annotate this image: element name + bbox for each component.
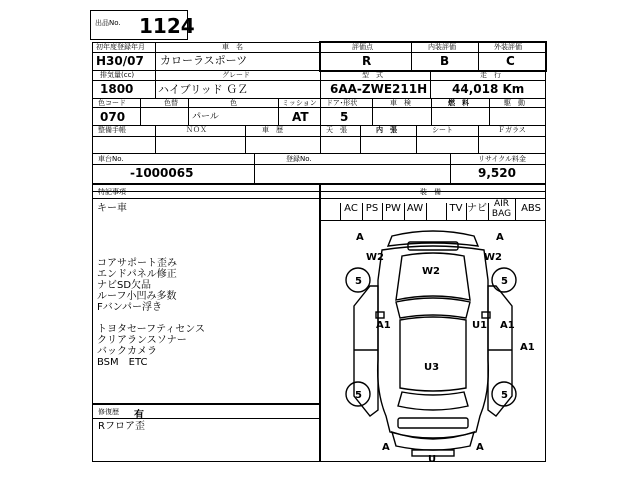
- car-name-label: 車 名: [222, 43, 243, 51]
- damage-mark-w2: W2: [366, 252, 384, 263]
- damage-mark-5: 5: [501, 276, 508, 287]
- equipment-item-ac: AC: [340, 203, 363, 220]
- score: R: [362, 54, 372, 68]
- repair-value: 有: [134, 410, 144, 421]
- interior-lining-label: 内 張: [376, 126, 397, 134]
- notes-header: 特記事項: [98, 188, 126, 196]
- windshield-outline: [396, 298, 470, 318]
- lot-number: 1124: [139, 14, 195, 38]
- interior-score-label: 内装評価: [428, 43, 456, 51]
- damage-mark-5: 5: [501, 390, 508, 401]
- damage-mark-a: A: [356, 232, 364, 243]
- roof-lining-label: 天 張: [326, 126, 347, 134]
- front-glass-label: Ｆガラス: [498, 126, 526, 134]
- model-label: 型 式: [362, 71, 383, 79]
- damage-mark-a: A: [476, 442, 484, 453]
- repair-label: 修復歴: [98, 408, 119, 416]
- damage-mark-w2: W2: [422, 266, 440, 277]
- fuel-label: 燃 料: [448, 99, 469, 107]
- equipment-row: [320, 198, 546, 220]
- note-line: バックカメラ: [97, 346, 157, 357]
- chassis-label: 車台No.: [98, 155, 124, 163]
- lot-number-box: [90, 10, 195, 40]
- year-label: 初年度登録年月: [96, 43, 145, 51]
- interior-score: B: [440, 54, 450, 68]
- equipment-item-aw: AW: [404, 203, 427, 220]
- grade: ハイブリッド ＧＺ: [158, 83, 249, 96]
- equipment-item-abs: ABS: [521, 203, 541, 214]
- note-line: エンドパネル修正: [97, 269, 177, 280]
- nox-label: ＮＯＸ: [186, 126, 207, 134]
- airbag-label-part: AIR: [493, 199, 510, 209]
- equipment-header: 装 備: [420, 188, 441, 196]
- note-line: キー車: [97, 203, 127, 214]
- rear-window-outline: [398, 392, 468, 410]
- mileage-label: 走 行: [480, 71, 501, 79]
- drive-label: 駆 動: [504, 99, 525, 107]
- damage-mark-u3: U3: [424, 362, 440, 373]
- note-line: BSM ETC: [97, 357, 148, 368]
- damage-mark-a1: A1: [376, 320, 391, 331]
- doors-label: ドア･形状: [326, 99, 358, 107]
- score-label: 評価点: [352, 43, 373, 51]
- roof-outline: [400, 317, 466, 391]
- inspection-label: 車 検: [390, 99, 411, 107]
- equipment-item-ps: PS: [362, 203, 383, 220]
- registration-label: 登録No.: [286, 155, 312, 163]
- front-bumper-outline: [388, 231, 478, 246]
- displacement: 1800: [100, 82, 134, 96]
- note-line: ナビSD欠品: [97, 280, 152, 291]
- damage-mark-u1: U1: [472, 320, 488, 331]
- history-label: 車 歴: [262, 126, 283, 134]
- equipment-item-tv: TV: [446, 203, 467, 220]
- damage-mark-a: A: [496, 232, 504, 243]
- damage-mark-a: A: [382, 442, 390, 453]
- damage-mark-5: 5: [355, 390, 362, 401]
- color-code: 070: [100, 110, 126, 124]
- equipment-item-navi: ナビ: [466, 203, 489, 220]
- mission: AT: [292, 110, 309, 124]
- note-line: Fバンパー浮き: [97, 302, 163, 313]
- color-change-label: 色替: [164, 99, 178, 107]
- equipment-item: [426, 203, 447, 220]
- car-name: カローラスポーツ: [160, 54, 248, 67]
- color: パール: [192, 112, 219, 122]
- damage-mark-a1: A1: [520, 342, 535, 353]
- mileage: 44,018 Km: [452, 82, 525, 96]
- note-line: トヨタセーフティセンス: [97, 324, 205, 335]
- chassis-number: -1000065: [130, 166, 194, 180]
- damage-mark-w2: W2: [484, 252, 502, 263]
- grade-label: グレード: [222, 71, 250, 79]
- damage-mark-5: 5: [355, 276, 362, 287]
- doors: 5: [340, 110, 349, 124]
- manual-label: 整備手帳: [98, 126, 126, 134]
- exterior-score: C: [506, 54, 515, 68]
- model-code: 6AA-ZWE211H: [330, 82, 428, 96]
- airbag-label-part: BAG: [491, 209, 512, 219]
- equipment-item-pw: PW: [382, 203, 405, 220]
- seat-label: シート: [432, 126, 453, 134]
- exterior-score-label: 外装評価: [494, 43, 522, 51]
- first-registration: H30/07: [96, 54, 144, 68]
- equipment-item-airbag: [488, 198, 516, 220]
- recycle-label: リサイクル料金: [478, 155, 527, 163]
- repair-note: Rフロア歪: [98, 421, 145, 432]
- lot-label: 出品No.: [95, 19, 121, 27]
- damage-diagram: [320, 220, 546, 462]
- note-line: ルーフ小凹み多数: [97, 291, 177, 302]
- note-line: クリアランスソナー: [97, 335, 187, 346]
- repair-section: [92, 404, 320, 462]
- note-line: コアサポート歪み: [97, 258, 177, 269]
- damage-mark-a1: A1: [500, 320, 515, 331]
- cc-label: 排気量(cc): [100, 71, 135, 79]
- mission-label: ミッション: [282, 99, 317, 107]
- recycle-fee: 9,520: [478, 166, 516, 180]
- damage-mark-u: U: [428, 454, 437, 462]
- color-code-label: 色コード: [98, 99, 126, 107]
- equipment-item: [320, 203, 341, 220]
- color-label: 色: [230, 99, 237, 107]
